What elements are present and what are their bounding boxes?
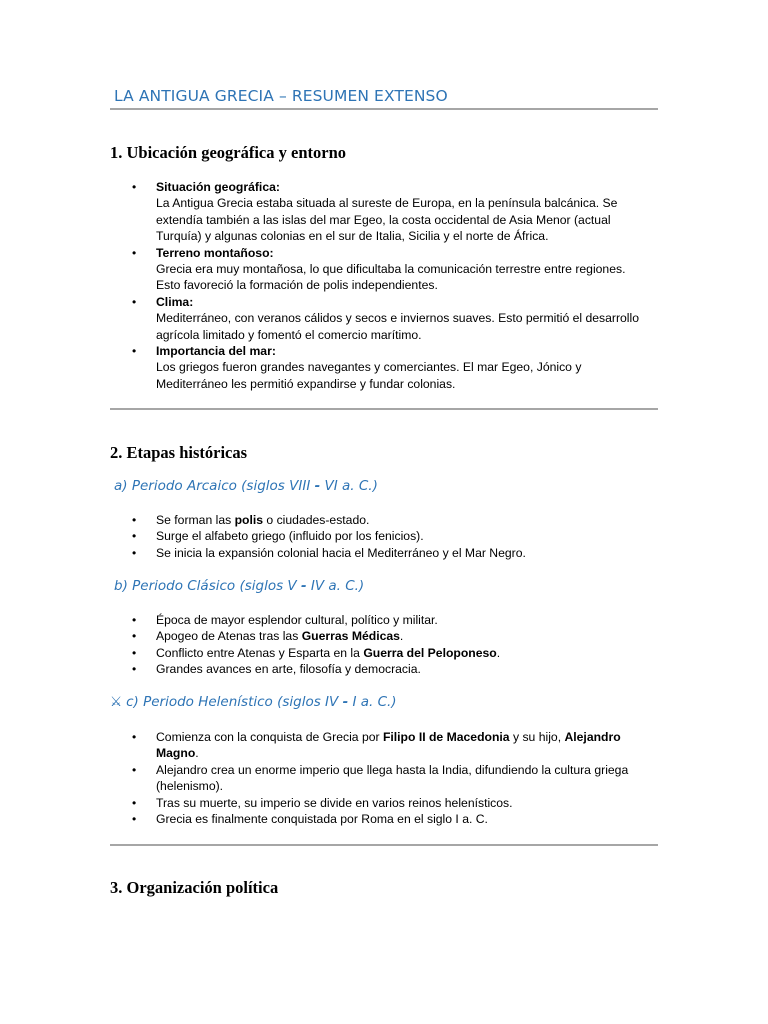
- period-heading-text: c) Periodo Helenístico (siglos IV: [126, 694, 343, 710]
- period-heading-dash: -: [342, 694, 349, 710]
- crossed-swords-icon: ⚔: [110, 694, 123, 710]
- item-text: Los griegos fueron grandes navegantes y comerciantes. El mar Egeo, Jónico y Mediterráneo les permitió expandirse y fundar colonias.: [156, 360, 582, 391]
- item-text: Surge el alfabeto griego (influido por los fenicios).: [156, 529, 424, 544]
- item-text: La Antigua Grecia estaba situada al sureste de Europa, en la península balcánica. Se extendía también a las islas del mar Egeo, la costa occidental de Asia Menor (actual Turquía) y algunas colonias en el sur de Italia, Sicilia y el norte de África.: [156, 196, 618, 244]
- item-text: Mediterráneo, con veranos cálidos y secos e inviernos suaves. Esto permitió el desarrollo agrícola limitado y fomentó el comercio marítimo.: [156, 311, 639, 342]
- period-b-heading: [110, 578, 364, 594]
- item-text: y su hijo,: [509, 730, 565, 744]
- item-bold-text: polis: [234, 513, 264, 527]
- item-text: Época de mayor esplendor cultural, político y militar.: [156, 613, 438, 627]
- item-bold-text: Filipo II de Macedonia: [382, 730, 510, 744]
- list-item: [110, 612, 650, 628]
- period-c-list: [110, 729, 650, 827]
- section-2-heading: 2. Etapas históricas: [110, 443, 248, 462]
- period-b-list: [110, 612, 650, 678]
- list-item: [110, 245, 650, 294]
- section-3-heading: 3. Organización política: [110, 878, 279, 897]
- item-text: Tras su muerte, su imperio se divide en varios reinos helenísticos.: [156, 795, 513, 810]
- list-item: [110, 179, 650, 245]
- list-item: [110, 811, 650, 827]
- section-1-heading: 1. Ubicación geográfica y entorno: [110, 143, 347, 162]
- item-label: • Importancia del mar:: [156, 344, 276, 359]
- item-text: Alejandro crea un enorme imperio que llega hasta la India, difundiendo la cultura griega (helenismo).: [156, 762, 629, 794]
- item-bold-text: Guerras Médicas: [301, 629, 400, 644]
- period-heading-text: b) Periodo Clásico (siglos V: [114, 578, 301, 594]
- list-item: [110, 545, 650, 561]
- period-a-list: [110, 512, 650, 561]
- period-heading-dash: -: [300, 578, 307, 594]
- divider-rule: [110, 408, 658, 410]
- item-bold-text: Alejandro Magno: [156, 730, 621, 761]
- period-heading-text: I a. C.): [348, 694, 397, 710]
- item-text: Se inicia la expansión colonial hacia el Mediterráneo y el Mar Negro.: [156, 545, 526, 560]
- item-text: Grecia es finalmente conquistada por Roma en el siglo I a. C.: [156, 812, 488, 827]
- item-text: Comienza con la conquista de Grecia por: [156, 730, 383, 744]
- period-heading-text: VI a. C.): [320, 478, 378, 494]
- document-title: [110, 87, 448, 105]
- list-item: [110, 512, 650, 528]
- list-item: [110, 343, 650, 392]
- divider-rule: [110, 108, 658, 110]
- item-label: • Situación geográfica:: [156, 180, 280, 194]
- period-c-heading: [110, 694, 397, 710]
- list-item: [110, 762, 650, 795]
- item-text: Grecia era muy montañosa, lo que dificultaba la comunicación terrestre entre regiones. Esto favoreció la formación de polis independientes.: [156, 262, 626, 293]
- period-a-heading: [110, 478, 378, 494]
- list-item: [110, 294, 650, 343]
- list-item: [110, 645, 650, 661]
- period-heading-dash: -: [314, 478, 321, 494]
- list-item: [110, 628, 650, 644]
- list-item: [110, 795, 650, 811]
- document-title-text: LA ANTIGUA GRECIA – RESUMEN EXTENSO: [114, 87, 448, 105]
- list-item: [110, 528, 650, 544]
- divider-rule: [110, 844, 658, 846]
- period-heading-text: a) Periodo Arcaico (siglos VIII: [114, 478, 315, 494]
- section-1-list: [110, 179, 650, 392]
- list-item: [110, 729, 650, 762]
- list-item: [110, 661, 650, 677]
- item-text: Grandes avances en arte, filosofía y democracia.: [156, 662, 421, 677]
- item-text: Apogeo de Atenas tras las: [156, 629, 302, 644]
- item-text: o ciudades-estado.: [263, 513, 370, 527]
- item-label: • Clima:: [156, 294, 194, 309]
- item-text: Conflicto entre Atenas y Esparta en la: [156, 645, 364, 660]
- item-text: .: [195, 746, 199, 761]
- item-text: .: [399, 629, 404, 644]
- item-label: • Terreno montañoso:: [156, 245, 274, 260]
- item-bold-text: Guerra del Peloponeso: [363, 645, 497, 660]
- item-text: Se forman las: [156, 513, 235, 527]
- period-heading-text: IV a. C.): [306, 578, 365, 594]
- item-text: .: [496, 645, 501, 660]
